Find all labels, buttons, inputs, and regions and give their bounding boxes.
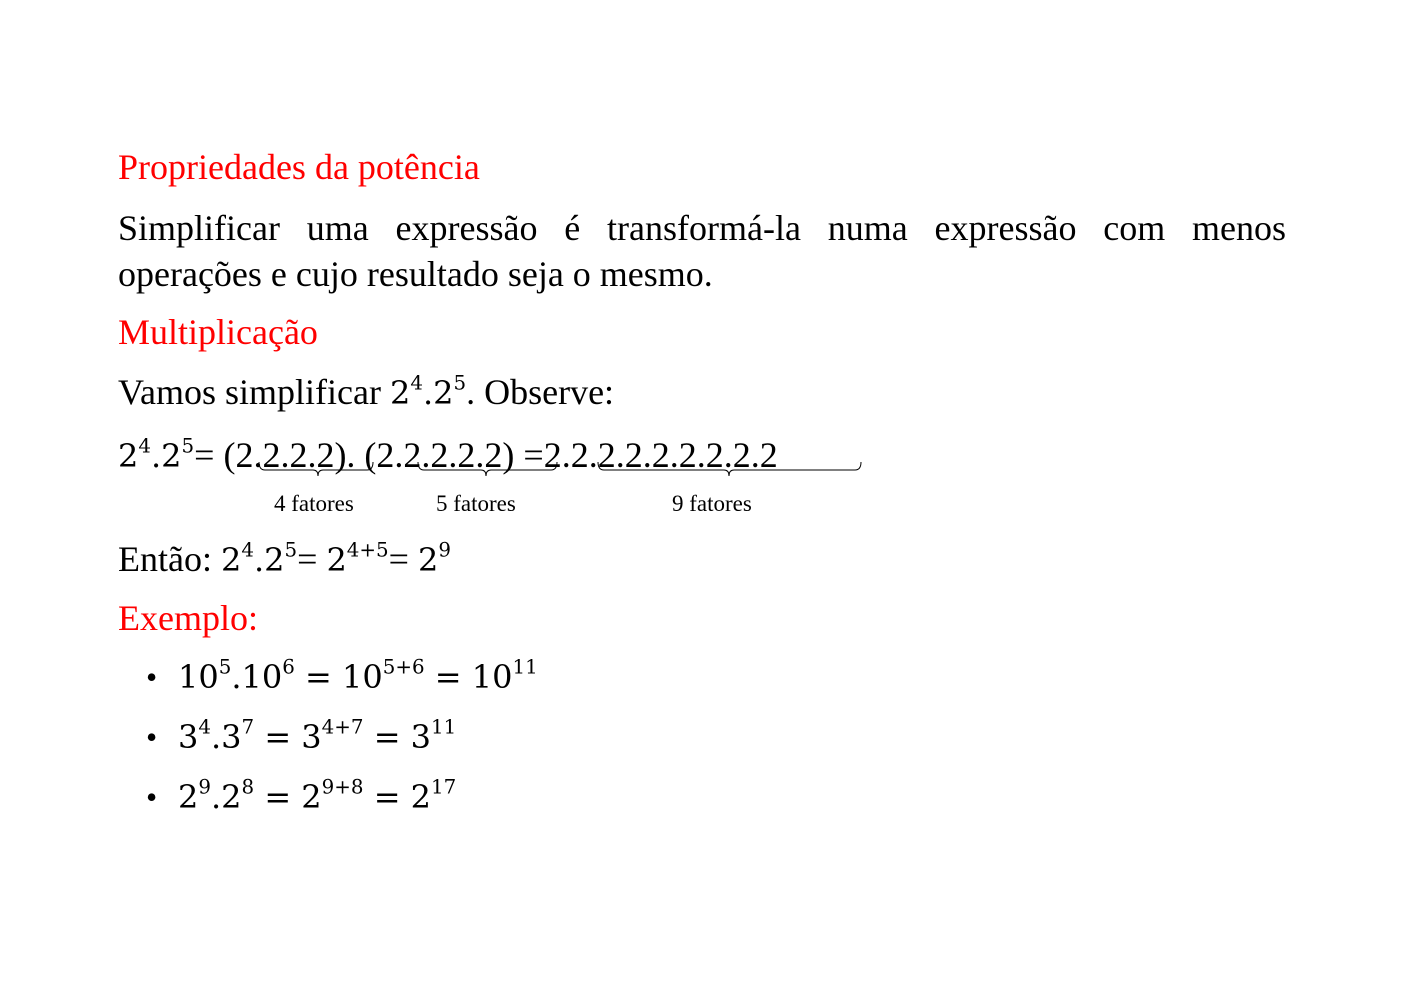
section-heading-multiplicacao: Multiplicação <box>118 312 318 352</box>
close-paren-equals: ) = <box>502 435 544 475</box>
underbrace-9-factors <box>598 462 861 476</box>
example-expression: $10^5.10^6 = 10^{5+6} = 10^{11}$ <box>178 655 538 696</box>
label-9-fatores: 9 fatores <box>672 491 752 516</box>
example-list <box>146 655 538 835</box>
conclusion-line: Então: $2^4.2^5= 2^{4+5}= 2^9$ <box>118 538 451 579</box>
label-5-fatores: 5 fatores <box>436 491 516 516</box>
conclusion-prefix: Então: <box>118 539 221 579</box>
underbraces <box>255 456 875 488</box>
definition-paragraph: Simplificar uma expressão é transformá-la numa expressão com menos operações e cujo resultado seja o mesmo. <box>118 208 1286 294</box>
intro-line <box>118 371 615 412</box>
group-4-factors: 2.2.2.2 <box>235 435 335 475</box>
group-9-factors: 2.2.2.2.2.2.2.2.2 <box>543 435 778 475</box>
slide-title: Propriedades da potência <box>118 147 480 187</box>
expansion-expression: $2^4.2^5$ <box>118 434 195 475</box>
group-5-factors: 2.2.2.2.2 <box>376 435 503 475</box>
bullet-icon: • <box>146 779 158 815</box>
underbrace-4-factors <box>259 462 373 476</box>
intro-prefix: Vamos simplificar <box>118 372 390 412</box>
example-expression: $2^9.2^8 = 2^{9+8} = 2^{17}$ <box>178 775 457 816</box>
example-expression: $3^4.3^7 = 3^{4+7} = 3^{11}$ <box>178 715 457 756</box>
list-item <box>146 715 538 775</box>
intro-expression: $2^4.2^5$ <box>389 371 467 412</box>
underbrace-5-factors <box>418 462 557 476</box>
intro-suffix: . Observe: <box>466 372 615 412</box>
conclusion-expression: $2^4.2^5$ <box>220 538 298 579</box>
bullet-icon: • <box>146 719 158 755</box>
list-item <box>146 775 538 835</box>
example-heading: Exemplo: <box>118 598 258 638</box>
close-open-paren: ). ( <box>334 435 377 475</box>
list-item <box>146 655 538 715</box>
equals-open-paren: = ( <box>194 435 236 475</box>
label-4-fatores: 4 fatores <box>274 491 354 516</box>
bullet-icon: • <box>146 659 158 695</box>
